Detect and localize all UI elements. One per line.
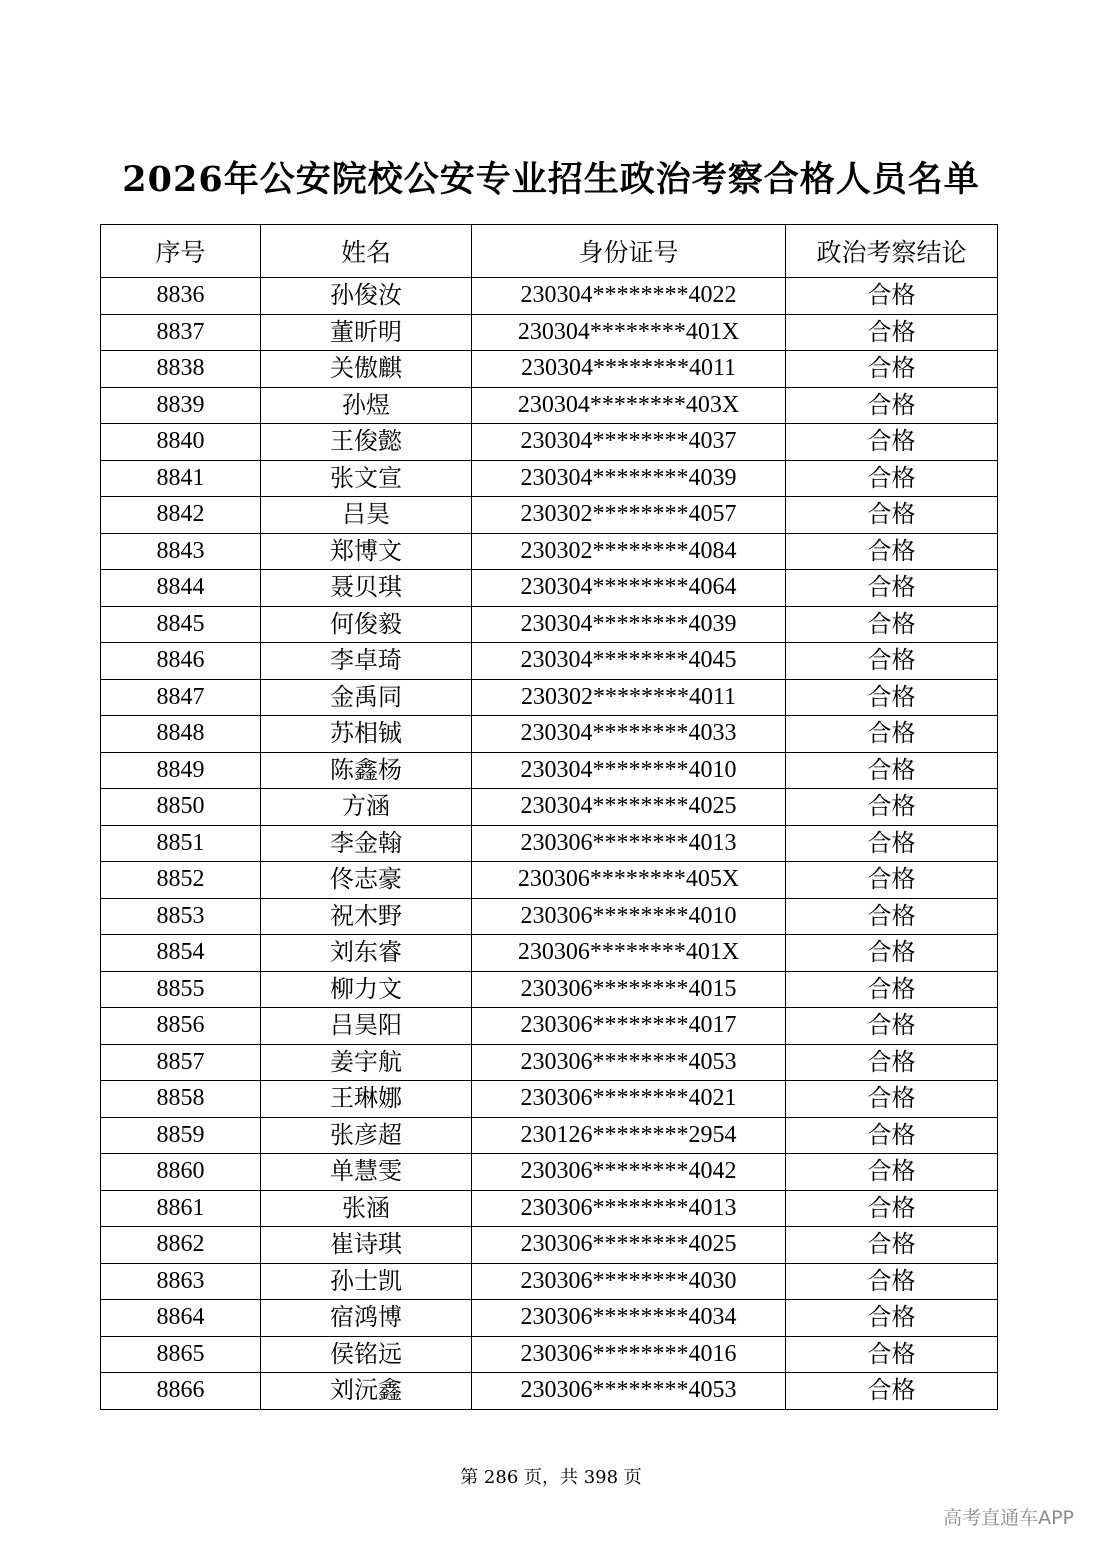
cell-seq: 8856 <box>101 1008 261 1045</box>
cell-id-number: 230304********4011 <box>472 351 786 388</box>
cell-seq: 8841 <box>101 460 261 497</box>
cell-id-number: 230304********4010 <box>472 752 786 789</box>
cell-id-number: 230306********4030 <box>472 1263 786 1300</box>
cell-seq: 8845 <box>101 606 261 643</box>
cell-seq: 8862 <box>101 1227 261 1264</box>
cell-id-number: 230304********401X <box>472 314 786 351</box>
table-row <box>101 679 998 716</box>
cell-seq: 8858 <box>101 1081 261 1118</box>
cell-conclusion: 合格 <box>786 1081 998 1118</box>
cell-name: 孙俊汝 <box>261 278 472 315</box>
cell-name: 佟志豪 <box>261 862 472 899</box>
cell-conclusion: 合格 <box>786 1190 998 1227</box>
cell-conclusion: 合格 <box>786 314 998 351</box>
cell-seq: 8848 <box>101 716 261 753</box>
document-title: 2026年公安院校公安专业招生政治考察合格人员名单 <box>122 159 980 200</box>
cell-id-number: 230304********4022 <box>472 278 786 315</box>
cell-name: 苏相铖 <box>261 716 472 753</box>
cell-name: 张涵 <box>261 1190 472 1227</box>
cell-name: 姜宇航 <box>261 1044 472 1081</box>
cell-id-number: 230304********403X <box>472 387 786 424</box>
cell-name: 侯铭远 <box>261 1336 472 1373</box>
cell-conclusion: 合格 <box>786 1263 998 1300</box>
cell-seq: 8864 <box>101 1300 261 1337</box>
cell-id-number: 230306********4013 <box>472 825 786 862</box>
cell-conclusion: 合格 <box>786 278 998 315</box>
cell-id-number: 230306********4053 <box>472 1373 786 1410</box>
cell-seq: 8836 <box>101 278 261 315</box>
cell-conclusion: 合格 <box>786 533 998 570</box>
table-row <box>101 1044 998 1081</box>
cell-name: 李金翰 <box>261 825 472 862</box>
cell-conclusion: 合格 <box>786 1227 998 1264</box>
watermark-text: 高考直通车APP <box>943 1507 1074 1529</box>
cell-seq: 8866 <box>101 1373 261 1410</box>
cell-seq: 8842 <box>101 497 261 534</box>
cell-name: 董昕明 <box>261 314 472 351</box>
cell-name: 张文宣 <box>261 460 472 497</box>
cell-name: 孙煜 <box>261 387 472 424</box>
cell-conclusion: 合格 <box>786 1373 998 1410</box>
table-row <box>101 314 998 351</box>
table-row <box>101 351 998 388</box>
cell-conclusion: 合格 <box>786 971 998 1008</box>
cell-conclusion: 合格 <box>786 935 998 972</box>
cell-name: 关傲麒 <box>261 351 472 388</box>
cell-seq: 8844 <box>101 570 261 607</box>
cell-name: 郑博文 <box>261 533 472 570</box>
cell-seq: 8863 <box>101 1263 261 1300</box>
cell-seq: 8860 <box>101 1154 261 1191</box>
cell-conclusion: 合格 <box>786 460 998 497</box>
cell-id-number: 230302********4011 <box>472 679 786 716</box>
cell-name: 崔诗琪 <box>261 1227 472 1264</box>
cell-seq: 8865 <box>101 1336 261 1373</box>
table-row <box>101 716 998 753</box>
cell-name: 吕昊 <box>261 497 472 534</box>
cell-seq: 8855 <box>101 971 261 1008</box>
cell-name: 孙士凯 <box>261 1263 472 1300</box>
cell-id-number: 230306********4015 <box>472 971 786 1008</box>
table-row <box>101 570 998 607</box>
cell-seq: 8847 <box>101 679 261 716</box>
cell-conclusion: 合格 <box>786 825 998 862</box>
cell-conclusion: 合格 <box>786 1300 998 1337</box>
table-header-row <box>101 225 998 278</box>
cell-id-number: 230306********405X <box>472 862 786 899</box>
cell-id-number: 230306********4053 <box>472 1044 786 1081</box>
cell-name: 李卓琦 <box>261 643 472 680</box>
cell-name: 聂贝琪 <box>261 570 472 607</box>
table-row <box>101 1154 998 1191</box>
table-row <box>101 497 998 534</box>
table-row <box>101 1190 998 1227</box>
header-conclusion: 政治考察结论 <box>786 225 998 278</box>
cell-name: 何俊毅 <box>261 606 472 643</box>
cell-id-number: 230304********4033 <box>472 716 786 753</box>
cell-id-number: 230306********4013 <box>472 1190 786 1227</box>
table-row <box>101 387 998 424</box>
cell-id-number: 230304********4037 <box>472 424 786 461</box>
cell-id-number: 230304********4039 <box>472 606 786 643</box>
cell-name: 金禹同 <box>261 679 472 716</box>
table-row <box>101 1263 998 1300</box>
cell-conclusion: 合格 <box>786 1044 998 1081</box>
table-row <box>101 1373 998 1410</box>
cell-name: 王俊懿 <box>261 424 472 461</box>
cell-name: 张彦超 <box>261 1117 472 1154</box>
cell-name: 宿鸿博 <box>261 1300 472 1337</box>
cell-conclusion: 合格 <box>786 1008 998 1045</box>
cell-id-number: 230126********2954 <box>472 1117 786 1154</box>
cell-name: 单慧雯 <box>261 1154 472 1191</box>
table-row <box>101 1008 998 1045</box>
cell-id-number: 230304********4039 <box>472 460 786 497</box>
cell-conclusion: 合格 <box>786 643 998 680</box>
header-name: 姓名 <box>261 225 472 278</box>
cell-id-number: 230302********4084 <box>472 533 786 570</box>
cell-seq: 8840 <box>101 424 261 461</box>
cell-id-number: 230306********4021 <box>472 1081 786 1118</box>
cell-id-number: 230304********4045 <box>472 643 786 680</box>
table-row <box>101 460 998 497</box>
table-row <box>101 1227 998 1264</box>
cell-conclusion: 合格 <box>786 716 998 753</box>
cell-seq: 8838 <box>101 351 261 388</box>
table-row <box>101 935 998 972</box>
table-row <box>101 862 998 899</box>
cell-seq: 8849 <box>101 752 261 789</box>
cell-seq: 8851 <box>101 825 261 862</box>
page-number: 第 286 页，共 398 页 <box>460 1467 642 1488</box>
cell-seq: 8857 <box>101 1044 261 1081</box>
table-row <box>101 898 998 935</box>
cell-name: 吕昊阳 <box>261 1008 472 1045</box>
cell-seq: 8839 <box>101 387 261 424</box>
cell-conclusion: 合格 <box>786 497 998 534</box>
cell-seq: 8852 <box>101 862 261 899</box>
header-id-number: 身份证号 <box>472 225 786 278</box>
table-row <box>101 1117 998 1154</box>
cell-seq: 8859 <box>101 1117 261 1154</box>
cell-conclusion: 合格 <box>786 862 998 899</box>
header-seq: 序号 <box>101 225 261 278</box>
cell-id-number: 230302********4057 <box>472 497 786 534</box>
cell-name: 祝木野 <box>261 898 472 935</box>
cell-conclusion: 合格 <box>786 570 998 607</box>
cell-seq: 8861 <box>101 1190 261 1227</box>
cell-name: 刘沅鑫 <box>261 1373 472 1410</box>
cell-id-number: 230306********4034 <box>472 1300 786 1337</box>
cell-id-number: 230306********4017 <box>472 1008 786 1045</box>
cell-conclusion: 合格 <box>786 1117 998 1154</box>
table-row <box>101 424 998 461</box>
cell-conclusion: 合格 <box>786 789 998 826</box>
table-row <box>101 789 998 826</box>
cell-seq: 8846 <box>101 643 261 680</box>
cell-conclusion: 合格 <box>786 898 998 935</box>
roster-table <box>100 224 998 1410</box>
cell-seq: 8850 <box>101 789 261 826</box>
cell-conclusion: 合格 <box>786 424 998 461</box>
cell-seq: 8843 <box>101 533 261 570</box>
cell-seq: 8854 <box>101 935 261 972</box>
table-row <box>101 643 998 680</box>
table-row <box>101 1336 998 1373</box>
table-row <box>101 825 998 862</box>
cell-seq: 8837 <box>101 314 261 351</box>
cell-id-number: 230306********4016 <box>472 1336 786 1373</box>
cell-name: 王琳娜 <box>261 1081 472 1118</box>
cell-id-number: 230304********4064 <box>472 570 786 607</box>
table-row <box>101 971 998 1008</box>
cell-conclusion: 合格 <box>786 679 998 716</box>
table-row <box>101 533 998 570</box>
table-row <box>101 606 998 643</box>
cell-name: 刘东睿 <box>261 935 472 972</box>
cell-seq: 8853 <box>101 898 261 935</box>
table-body <box>101 278 998 1410</box>
table-row <box>101 752 998 789</box>
cell-id-number: 230306********4010 <box>472 898 786 935</box>
cell-id-number: 230306********401X <box>472 935 786 972</box>
table-row <box>101 1081 998 1118</box>
cell-conclusion: 合格 <box>786 752 998 789</box>
table-row <box>101 1300 998 1337</box>
cell-id-number: 230304********4025 <box>472 789 786 826</box>
cell-conclusion: 合格 <box>786 387 998 424</box>
cell-name: 方涵 <box>261 789 472 826</box>
cell-name: 陈鑫杨 <box>261 752 472 789</box>
cell-name: 柳力文 <box>261 971 472 1008</box>
table-row <box>101 278 998 315</box>
cell-id-number: 230306********4025 <box>472 1227 786 1264</box>
cell-conclusion: 合格 <box>786 1154 998 1191</box>
cell-id-number: 230306********4042 <box>472 1154 786 1191</box>
cell-conclusion: 合格 <box>786 351 998 388</box>
cell-conclusion: 合格 <box>786 1336 998 1373</box>
cell-conclusion: 合格 <box>786 606 998 643</box>
